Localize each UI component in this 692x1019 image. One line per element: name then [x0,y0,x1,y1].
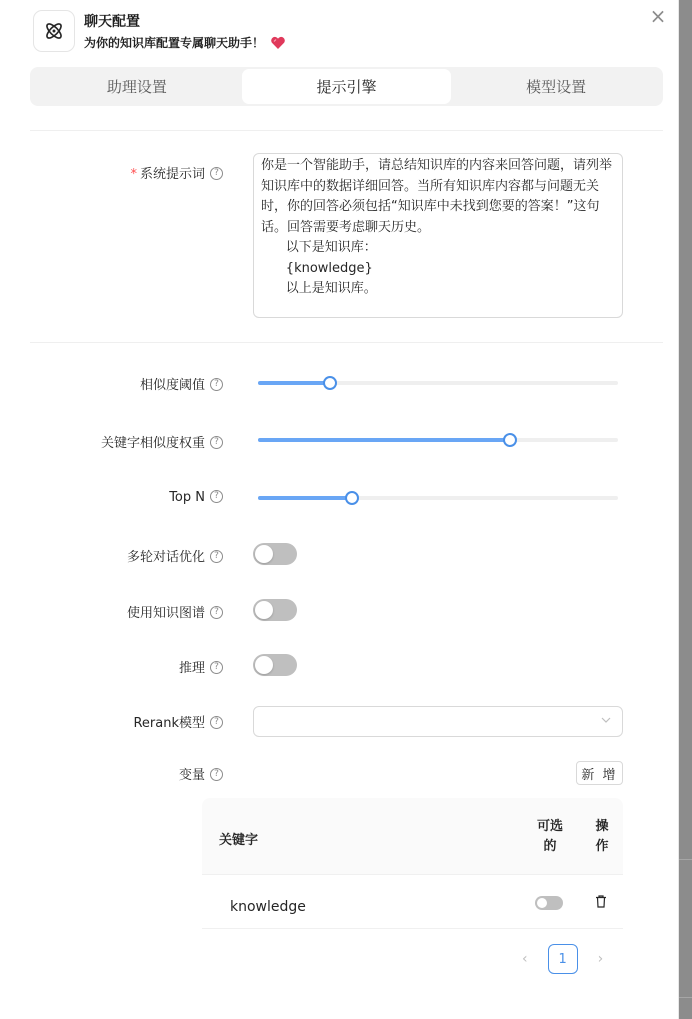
tab-prompt-engine[interactable]: 提示引擎 [242,69,452,104]
tab-model-settings[interactable]: 模型设置 [526,78,587,96]
section-divider [30,130,663,131]
help-icon[interactable]: ? [210,768,223,781]
multi-turn-toggle[interactable] [253,543,297,565]
system-prompt-label-text: 系统提示词 [139,167,205,182]
pagination [522,944,603,974]
tab-assistant-settings[interactable]: 助理设置 [106,78,167,96]
system-prompt-textarea[interactable]: 你是一个智能助手，请总结知识库的内容来回答问题，请列举知识库中的数据详细回答。当所有知识库内容都与问题无关时，你的回答必须包括“知识库中未找到您要的答案！”这句话。回答需要考虑聊天历史。 以下是知识库： {knowledge} 以上是知识库。 [253,153,623,318]
column-header-action: 操 作 [595,819,609,854]
column-header-key: 关键字 [219,833,259,848]
help-icon[interactable]: ? [210,661,223,674]
page-number-button[interactable]: 1 [548,944,578,974]
knowledge-graph-label-text: 使用知识图谱 [126,606,205,621]
toggle-knob [255,601,273,619]
table-header [202,798,623,875]
required-mark: * [130,167,137,182]
modal-title: 聊天配置 [84,14,140,30]
multi-turn-label [127,546,223,565]
top-n-label [169,490,223,505]
atom-icon [43,20,65,42]
reasoning-label [179,657,223,676]
top-n-slider[interactable] [258,496,618,500]
help-icon[interactable]: ? [210,490,223,503]
help-icon[interactable]: ? [210,167,223,180]
subtitle-text: 为你的知识库配置专属聊天助手！ [84,36,265,50]
prev-page-icon[interactable]: ‹ [522,951,528,967]
slider-handle[interactable] [323,376,337,390]
keyword-weight-label [101,432,223,451]
section-divider [30,342,663,343]
chevron-down-icon [600,714,612,726]
similarity-threshold-slider[interactable] [258,381,618,385]
variable-key-cell: knowledge [230,899,306,915]
variables-table [202,798,623,929]
top-n-label-text: Top N [169,490,205,505]
reasoning-label-text: 推理 [178,661,205,676]
similarity-threshold-label [140,374,223,393]
variables-label-text: 变量 [178,768,205,783]
slider-fill [258,496,352,500]
toggle-knob [255,545,273,563]
rerank-model-label-text: Rerank模型 [133,716,205,731]
next-page-icon[interactable]: › [597,951,604,967]
table-row [202,875,623,929]
heart-icon [270,36,286,50]
slider-fill [258,381,330,385]
rerank-model-select[interactable] [253,706,623,737]
help-icon[interactable]: ? [210,606,223,619]
toggle-knob [537,898,547,908]
toggle-knob [255,656,273,674]
knowledge-graph-toggle[interactable] [253,599,297,621]
assistant-logo [33,10,75,52]
variable-optional-toggle[interactable] [535,896,563,910]
help-icon[interactable]: ? [210,436,223,449]
rerank-model-label [133,712,223,731]
slider-fill [258,438,510,442]
add-variable-button[interactable]: 新 增 [576,761,623,785]
modal-subtitle [84,34,286,51]
trash-icon[interactable] [595,895,607,908]
similarity-threshold-label-text: 相似度阈值 [139,378,205,393]
system-prompt-label [130,163,223,182]
keyword-weight-label-text: 关键字相似度权重 [100,436,205,451]
help-icon[interactable]: ? [210,716,223,729]
column-header-optional: 可选 的 [536,819,563,854]
slider-handle[interactable] [503,433,517,447]
close-icon[interactable]: × [649,4,667,28]
tab-bar [30,67,663,106]
keyword-weight-slider[interactable] [258,438,618,442]
help-icon[interactable]: ? [210,550,223,563]
help-icon[interactable]: ? [210,378,223,391]
multi-turn-label-text: 多轮对话优化 [126,550,205,565]
slider-handle[interactable] [345,491,359,505]
reasoning-toggle[interactable] [253,654,297,676]
knowledge-graph-label [127,602,223,621]
variables-label [179,764,223,783]
